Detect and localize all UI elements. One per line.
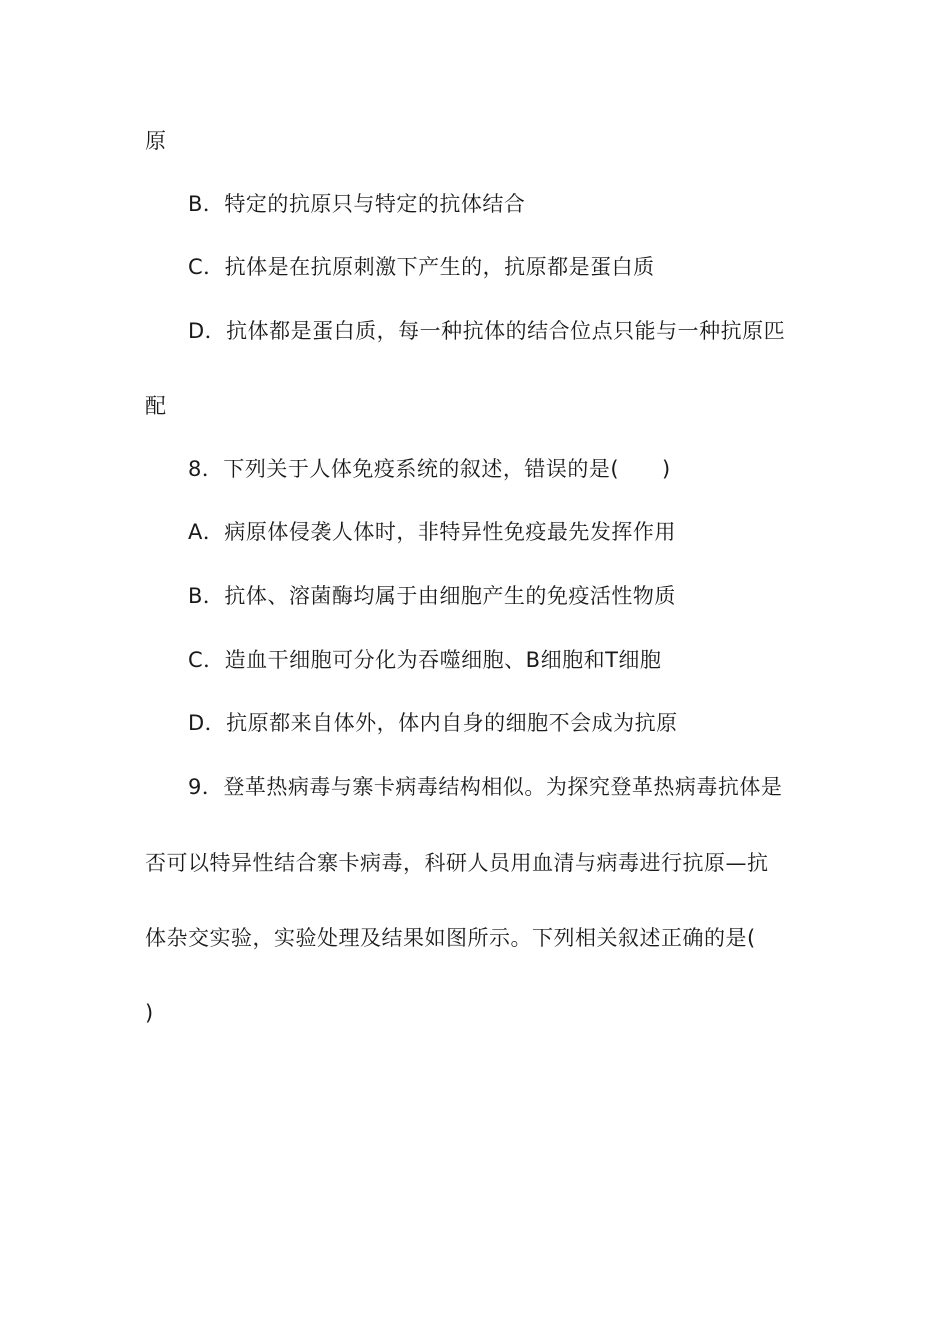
q9-stem-line1: 9．登革热病毒与寨卡病毒结构相似。为探究登革热病毒抗体是	[188, 775, 783, 799]
q9-stem-line2: 否可以特异性结合寨卡病毒，科研人员用血清与病毒进行抗原—抗	[145, 851, 769, 875]
q9-stem-line3: 体杂交实验，实验处理及结果如图所示。下列相关叙述正确的是(	[145, 926, 756, 950]
q8-stem: 8．下列关于人体免疫系统的叙述，错误的是( )	[188, 457, 671, 481]
q7-option-c: C．抗体是在抗原刺激下产生的，抗原都是蛋白质	[188, 255, 655, 279]
q8-option-b: B．抗体、溶菌酶均属于由细胞产生的免疫活性物质	[188, 584, 676, 608]
q7-option-a-tail: 原	[145, 129, 167, 153]
q9-stem-line4: )	[145, 1001, 154, 1025]
q7-option-d-line1: D．抗体都是蛋白质，每一种抗体的结合位点只能与一种抗原匹	[188, 319, 786, 343]
q7-option-d-line2: 配	[145, 394, 167, 418]
q8-option-c: C．造血干细胞可分化为吞噬细胞、B细胞和T细胞	[188, 648, 662, 672]
q8-option-d: D．抗原都来自体外，体内自身的细胞不会成为抗原	[188, 711, 678, 735]
q8-option-a: A．病原体侵袭人体时，非特异性免疫最先发挥作用	[188, 520, 676, 544]
q7-option-b: B．特定的抗原只与特定的抗体结合	[188, 192, 526, 216]
